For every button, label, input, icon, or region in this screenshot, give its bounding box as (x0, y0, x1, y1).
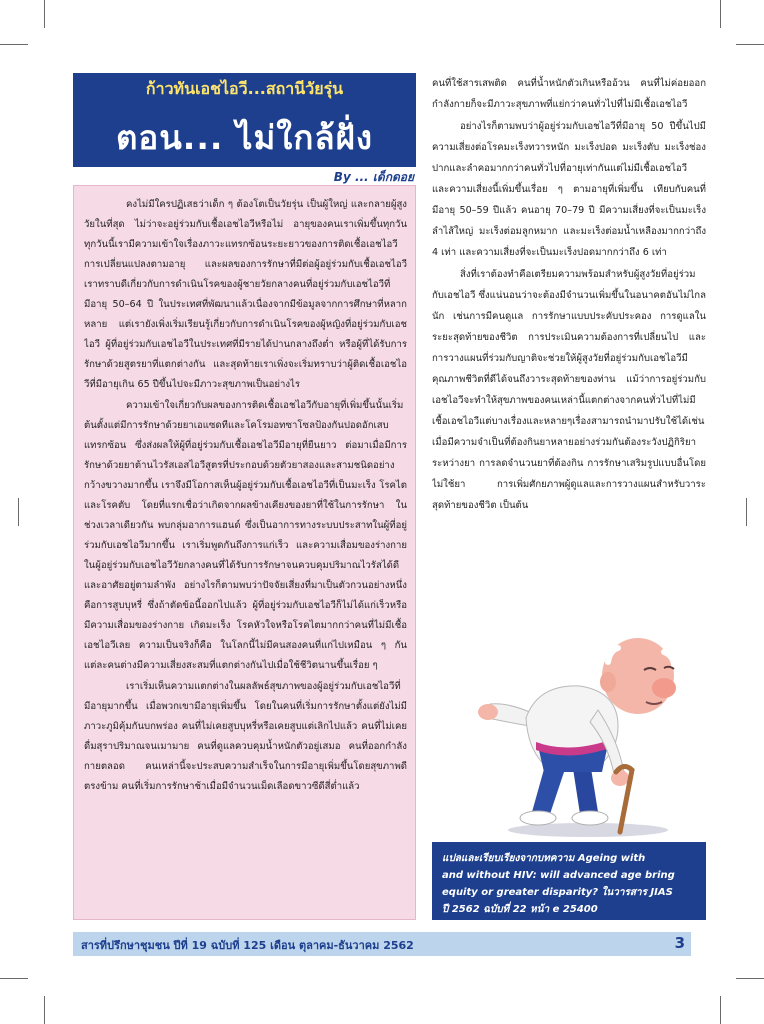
paragraph: คงไม่มีใครปฏิเสธว่าเด็ก ๆ ต้องโตเป็นวัยรุ่น เป็นผู้ใหญ่ และกลายผู้สูงวัยในที่สุด ไม่ว่าจะอยู่ร่วมกับเชื้อเอชไอวีหรือไม่ อายุของคนเราเพิ่มขึ้นทุกวัน ทุกวันนี้เรามีความเข้าใจเรื่องภาวะแทรกซ้อนระยะยาวของการติดเชื้อเอชไอวี การเปลี่ยนแปลงตามอายุ และผลของการรักษาที่มีต่อผู้อยู่ร่วมกับเชื้อเอชไอวี เราทราบดีเกี่ยวกับการดำเนินโรคของผู้ชายวัยกลางคนที่อยู่ร่วมกับเอชไอวีที่มีอายุ 50–64 ปี ในประเทศที่พัฒนาแล้วเนื่องจากมีข้อมูลจากการศึกษาที่หลากหลาย แต่เรายังเพิ่งเริ่มเรียนรู้เกี่ยวกับการดำเนินโรคของผู้หญิงที่อยู่ร่วมกับเอชไอวี ผู้ที่อยู่ร่วมกับเอชไอวีในประเทศที่มีรายได้ปานกลางถึงต่ำ หรือผู้ที่ได้รับการรักษาด้วยสูตรยาที่แตกต่างกัน และสุดท้ายเราเพิ่งจะเริ่มทราบว่าผู้ติดเชื้อเอชไอวีที่มีอายุเกิน 65 ปีขึ้นไปจะมีภาวะสุขภาพเป็นอย่างไร (84, 199, 407, 390)
paragraph: คนที่ใช้สารเสพติด คนที่น้ำหนักตัวเกินหรืออ้วน คนที่ไม่ค่อยออกกำลังกายก็จะมีภาวะสุขภาพที่แย่กว่าคนทั่วไปที่ไม่มีเชื้อเอชไอวี (432, 78, 706, 110)
crop-mark (746, 498, 747, 526)
crop-mark (720, 996, 721, 1024)
episode-title: ตอน... ไม่ใกล้ฝั่ง (115, 118, 374, 157)
article-left-column (84, 195, 407, 917)
source-line: แปลและเรียบเรียงจากบทความ Ageing with (442, 853, 646, 864)
paragraph: ความเข้าใจเกี่ยวกับผลของการติดเชื้อเอชไอวีกับอายุที่เพิ่มขึ้นนั้นเริ่มต้นตั้งแต่มีการรักษาด้วยยาเอแซดทีและโคโรมอทซาโซลป้องกันปอดอักเสบแทรกซ้อน ซึ่งส่งผลให้ผู้ที่อยู่ร่วมกับเชื้อเอชไอวีมีอายุที่ยืนยาว ต่อมาเมื่อมีการรักษาด้วยยาต้านไวรัสเอสไอวีสูตรที่ประกอบด้วยตัวยาสองและสามชนิดอย่างกว้างขวางมากขึ้น เราจึงมีโอกาสเห็นผู้อยู่ร่วมกับเชื้อเอชไอวีที่เป็นมะเร็ง โรคไตและโรคตับ โดยที่แรกเชื่อว่าเกิดจากผลข้างเคียงของยาที่ใช้ในการรักษา ในช่วงเวลาเดียวกัน พบกลุ่มอาการแฮนด์ ซึ่งเป็นอาการทางระบบประสาทในผู้ที่อยู่ร่วมกับเอชไอวีมากขึ้น เราเริ่มพูดกันถึงการแก่เร็ว และความเสื่อมของร่างกายในผู้อยู่ร่วมกับเอชไอวีวัยกลางคนที่ได้รับการรักษาจนควบคุมปริมาณไวรัสได้ดีและอาศัยอยู่ตามลำพัง อย่างไรก็ตามพบว่าปัจจัยเสี่ยงที่มาเป็นตัวกวนอย่างหนึ่งคือการสูบบุหรี่ ซึ่งถ้าตัดข้อนี้ออกไปแล้ว ผู้ที่อยู่ร่วมกับเอชไอวีก็ไม่ได้แก่เร็วหรือมีความเสื่อมของร่างกาย เกิดมะเร็ง โรคหัวใจหรือโรคไตมากกว่าคนที่ไม่มีเชื้อเอชไอวีเลย ความเป็นจริงก็คือ ในโลกนี้ไม่มีคนสองคนที่แก่ไปเหมือน ๆ กัน แต่ละคนต่างมีความเสี่ยงสะสมที่แตกต่างกันไปเมื่อใช้ชีวิตนานขึ้นเรื่อย ๆ (84, 400, 407, 671)
paragraph: อย่างไรก็ตามพบว่าผู้อยู่ร่วมกับเอชไอวีที่มีอายุ 50 ปีขึ้นไปมีความเสี่ยงต่อโรคมะเร็งทวารหนัก มะเร็งปอด มะเร็งตับ มะเร็งช่องปากและลำคอมากกว่าคนทั่วไปที่อายุเท่ากันแต่ไม่มีเชื้อเอชไอวี และความเสี่ยงนี้เพิ่มขึ้นเรื่อย ๆ ตามอายุที่เพิ่มขึ้น เทียบกับคนที่มีอายุ 50–59 ปีแล้ว คนอายุ 70–79 ปี มีความเสี่ยงที่จะเป็นมะเร็งลำไส้ใหญ่ มะเร็งต่อมลูกหมาก และมะเร็งต่อมน้ำเหลืองมากกว่าถึง 4 เท่า และความเสี่ยงที่จะเป็นมะเร็งปอดมากกว่าถึง 6 เท่า (432, 121, 706, 258)
crop-mark (44, 0, 45, 28)
series-title: ก้าวทันเอชไอวี...สถานีวัยรุ่น (145, 79, 344, 98)
publication-info: สารที่ปรึกษาชุมชน ปีที่ 19 ฉบับที่ 125 เดือน ตุลาคม-ธันวาคม 2562 (81, 939, 414, 952)
paragraph: เราเริ่มเห็นความแตกต่างในผลลัพธ์สุขภาพของผู้อยู่ร่วมกับเอชไอวีที่มีอายุมากขึ้น เมื่อพวกเขามีอายุเพิ่มขึ้น โดยในคนที่เริ่มการรักษาตั้งแต่ยังไม่มีภาวะภูมิคุ้มกันบกพร่อง คนที่ไม่เคยสูบบุหรี่หรือเคยสูบแต่เลิกไปแล้ว คนที่ไม่เคยดื่มสุราปริมาณจนเมามาย คนที่ดูแลควบคุมน้ำหนักตัวอยู่เสมอ คนที่ออกกำลังกายตลอด คนเหล่านี้จะประสบความสำเร็จในการมีอายุเพิ่มขึ้นโดยสุขภาพดี ตรงข้าม คนที่เริ่มการรักษาช้าเมื่อมีจำนวนเม็ดเลือดขาวซีดีสี่ต่ำแล้ว (84, 681, 407, 792)
page-footer (73, 932, 691, 956)
page-number: 3 (674, 934, 685, 952)
source-line: equity or greater disparity? ในวารสาร JIAS (442, 887, 673, 898)
crop-mark (0, 978, 28, 979)
crop-mark (44, 996, 45, 1024)
crop-mark (736, 44, 764, 45)
crop-mark (736, 978, 764, 979)
article-header (73, 73, 416, 167)
author-byline: By ... เด็กดอย (333, 170, 414, 184)
crop-mark (0, 44, 28, 45)
crop-mark (18, 498, 19, 526)
crop-mark (720, 0, 721, 28)
source-citation-box (432, 842, 706, 920)
source-line: and without HIV: will advanced age bring (442, 870, 675, 881)
paragraph: สิ่งที่เราต้องทำคือเตรียมความพร้อมสำหรับผู้สูงวัยที่อยู่ร่วมกับเอชไอวี ซึ่งแน่นอนว่าจะต้องมีจำนวนเพิ่มขึ้นในอนาคตอันไม่ไกลนัก เช่นการมีคนดูแล การรักษาแบบประคับประคอง การดูแลในระยะสุดท้ายของชีวิต การประเมินความต้องการที่เปลี่ยนไป และการวางแผนที่ร่วมกับญาติจะช่วยให้ผู้สูงวัยที่อยู่ร่วมกับเอชไอวีมีคุณภาพชีวิตที่ดีได้จนถึงวาระสุดท้ายของท่าน แม้ว่าการอยู่ร่วมกับเอชไอวีจะทำให้สุขภาพของคนเหล่านี้แตกต่างจากคนทั่วไปที่ไม่มีเชื้อเอชไอวีแต่บางเรื่องและหลายๆเรื่องสามารถนำมาปรับใช้ได้เช่น เมื่อมีความจำเป็นที่ต้องกินยาหลายอย่างร่วมกันต้องระวังปฏิกิริยาระหว่างยา การลดจำนวนยาที่ต้องกิน การรักษาเสริมรูปแบบอื่นโดยไม่ใช้ยา การเพิ่มศักยภาพผู้ดูแลและการวางแผนสำหรับวาระสุดท้ายของชีวิต เป็นต้น (432, 269, 706, 511)
elderly-man-with-cane-illustration (468, 622, 718, 840)
article-right-column (432, 73, 706, 633)
source-line: ปี 2562 ฉบับที่ 22 หน้า e 25400 (442, 904, 598, 915)
